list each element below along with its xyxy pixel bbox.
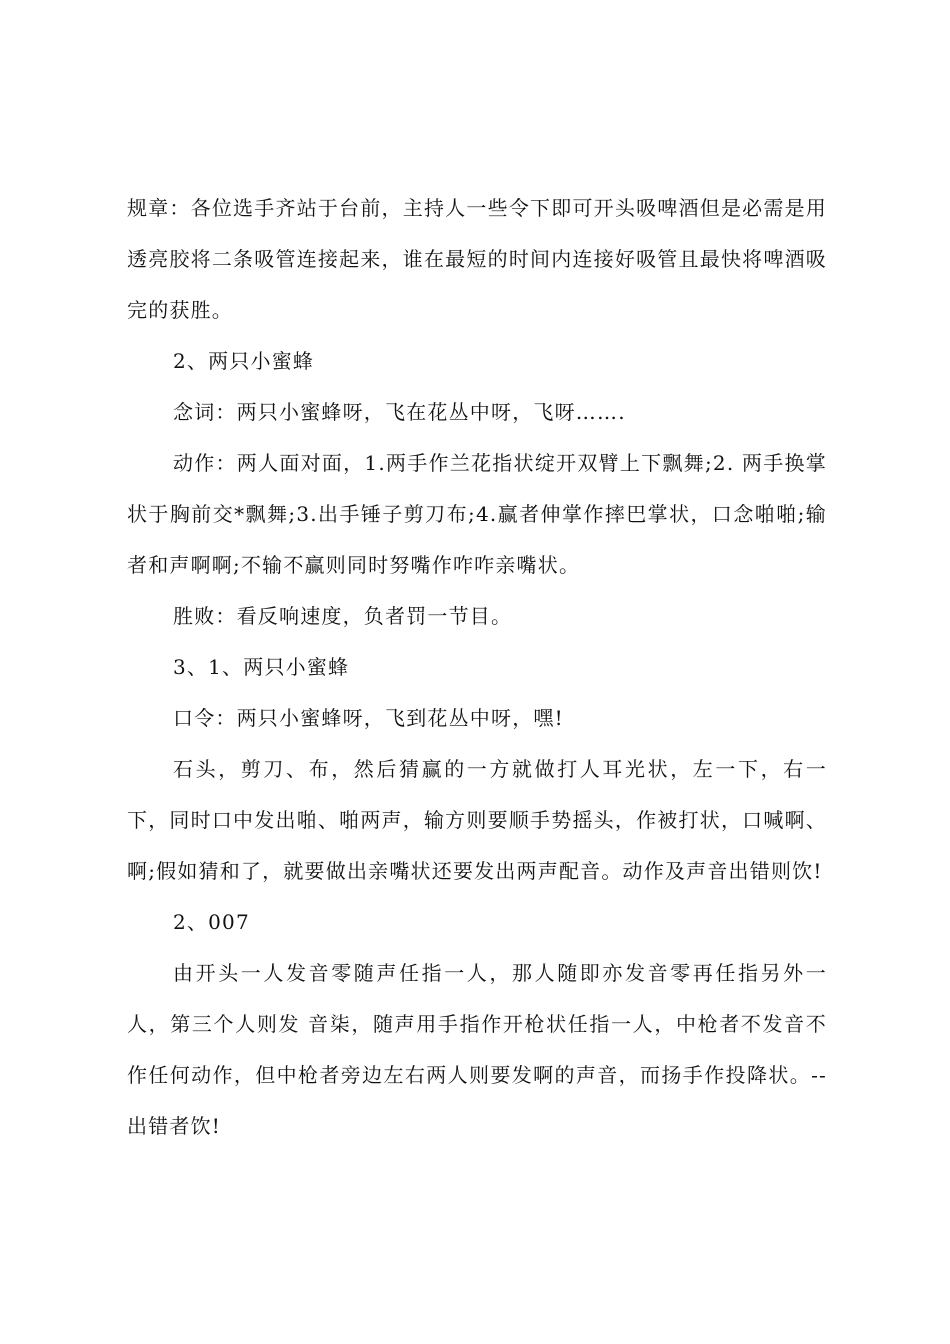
- paragraph-outcome: 胜败：看反响速度，负者罚一节目。: [173, 604, 513, 628]
- paragraph-actions: 动作：两人面对面，1.两手作兰花指状绽开双臂上下飘舞;2. 两手换掌状于胸前交*飘舞;3.出手锤子剪刀布;4.赢者伸掌作摔巴掌状，口念啪啪;输者和声啊啊;不输不赢则同时努嘴作咋咋亲嘴状。: [127, 451, 827, 577]
- section-heading-bees: 2、两只小蜜蜂: [173, 349, 315, 373]
- paragraph-rock-paper: 石头，剪刀、布，然后猜赢的一方就做打人耳光状，左一下，右一下，同时口中发出啪、啪两声，输方则要顺手势摇头，作被打状，口喊啊、啊;假如猜和了，就要做出亲嘴状还要发出两声配音。动作及声音出错则饮!: [127, 757, 827, 883]
- paragraph-command: 口令：两只小蜜蜂呀，飞到花丛中呀，嘿!: [173, 706, 564, 730]
- document-body: [127, 183, 827, 1152]
- paragraph-rules: 规章：各位选手齐站于台前，主持人一些令下即可开头吸啤酒但是必需是用透亮胶将二条吸管连接起来，谁在最短的时间内连接好吸管且最快将啤酒吸完的获胜。: [127, 196, 827, 322]
- section-heading-007: 2、007: [173, 910, 250, 934]
- paragraph-007-rules: 由开头一人发音零随声任指一人，那人随即亦发音零再任指另外一人，第三个人则发 音柒，随声用手指作开枪状任指一人，中枪者不发音不作任何动作，但中枪者旁边左右两人则要发啊的声音，而扬手作投降状。--出错者饮!: [127, 961, 827, 1138]
- section-heading-bees-2: 3、1、两只小蜜蜂: [173, 655, 350, 679]
- paragraph-chant: 念词：两只小蜜蜂呀，飞在花丛中呀，飞呀…….: [173, 400, 626, 424]
